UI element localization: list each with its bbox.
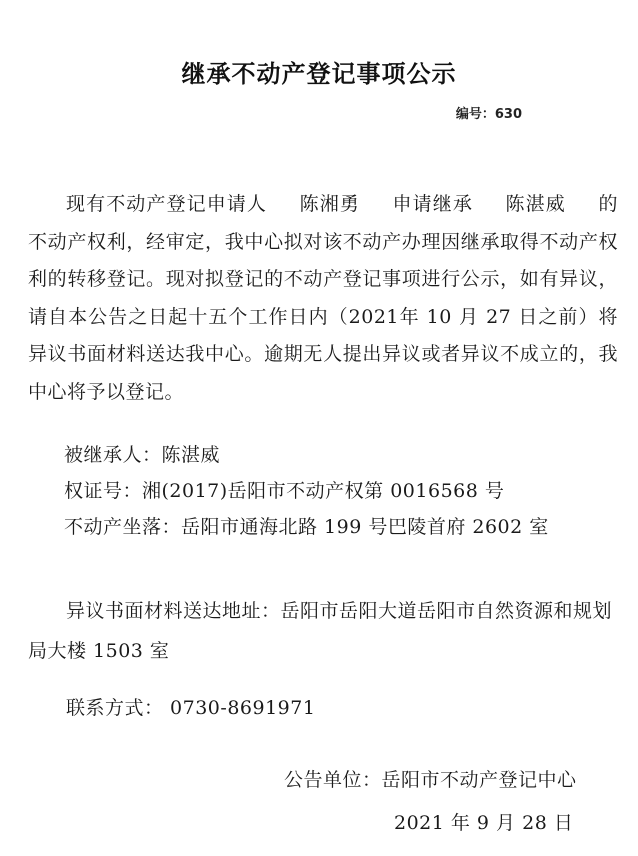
page-title: 继承不动产登记事项公示 (181, 60, 457, 88)
certificate-number-line: 权证号：湘(2017)岳阳市不动产权第 0016568 号 (64, 480, 505, 502)
announcement-body (28, 186, 618, 411)
heir-line: 被继承人：陈湛威 (64, 444, 221, 466)
contact-line: 联系方式： 0730-8691971 (66, 697, 316, 719)
body-text-main: 的不动产权利，经审定，我中心拟对该不动产办理因继承取得不动产权利的转移登记。现对拟登记的不动产登记事项进行公示，如有异议，请自本公告之日起十五个工作日内（2021年 10 月 27 日之前）将异议书面材料送达我中心。逾期无人提出异议或者异议不成立的，我中心将予以登记。 (28, 193, 618, 403)
objection-address: 异议书面材料送达地址：岳阳市岳阳大道岳阳市自然资源和规划局大楼 1503 室 (28, 600, 613, 662)
property-location-line: 不动产坐落：岳阳市通海北路 199 号巴陵首府 2602 室 (64, 516, 549, 538)
applicant-name: 陈湘勇 (299, 193, 360, 215)
decedent-name-part2: 威 (545, 193, 566, 215)
issue-date: 2021 年 9 月 28 日 (394, 812, 574, 834)
body-text-inherit: 申请继承 (391, 193, 473, 215)
issuer-line: 公告单位：岳阳市不动产登记中心 (284, 769, 577, 791)
document-number: 编号：630 (455, 107, 522, 122)
decedent-name-part1: 陈湛 (504, 193, 546, 215)
body-text-intro: 现有不动产登记申请人 (66, 193, 268, 215)
